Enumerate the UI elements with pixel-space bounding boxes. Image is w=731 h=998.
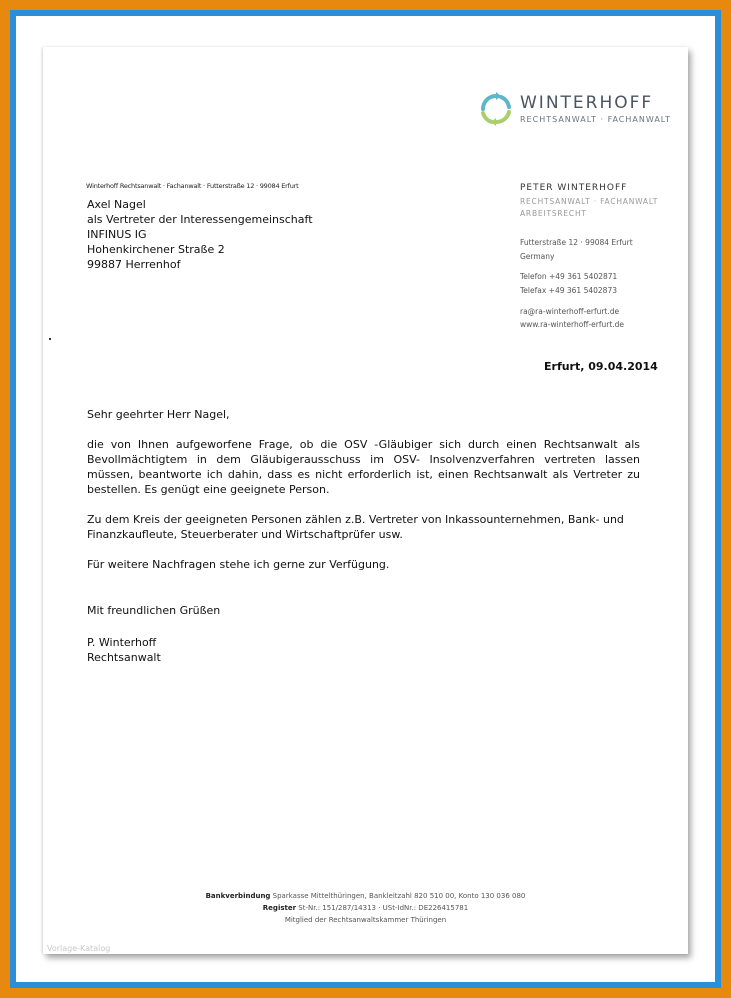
- paragraph-2: Zu dem Kreis der geeigneten Personen zählen z.B. Vertreter von Inkassounternehmen, Bank- und Finanzkaufleute, Steuerberater und Wirtschaftprüfer usw.: [87, 513, 624, 541]
- logo-tagline: RECHTSANWALT · FACHANWALT: [520, 115, 672, 124]
- watermark-text: Vorlage-Katalog: [47, 944, 111, 953]
- recipient-line: 99887 Herrenhof: [87, 258, 181, 271]
- paragraph-3: Für weitere Nachfragen stehe ich gerne zur Verfügung.: [87, 558, 390, 571]
- letter-body: [87, 407, 640, 665]
- recipient-line: Axel Nagel: [87, 198, 146, 211]
- sender-phone: Telefon +49 361 5402871: [520, 272, 618, 281]
- sender-title: RECHTSANWALT · FACHANWALT: [520, 197, 659, 206]
- signature-title: Rechtsanwalt: [87, 651, 161, 664]
- logo-wordmark: WINTERHOFF: [520, 93, 654, 113]
- sender-info: [520, 183, 658, 329]
- margin-dot: [49, 338, 51, 340]
- paragraph-1: die von Ihnen aufgeworfene Frage, ob die OSV -Gläubiger sich durch einen Rechtsanwalt als Bevollmächtigtem in dem Gläubigerausschuss im OSV- Insolvenzverfahren vertreten lassen müssen, beantworte ich dahin, dass es nicht erforderlich ist, einen Rechtsanwalt als Vertreter zu bestellen. Es genügt eine geeignete Person.: [87, 438, 640, 496]
- footer-member: Mitglied der Rechtsanwaltskammer Thüringen: [284, 916, 447, 924]
- closing: Mit freundlichen Grüßen: [87, 604, 221, 617]
- sender-name: PETER WINTERHOFF: [520, 183, 628, 193]
- recipient-line: INFINUS IG: [87, 228, 147, 241]
- footer-register-label: Register: [262, 904, 297, 912]
- recipient-line: Hohenkirchener Straße 2: [87, 243, 225, 256]
- sender-country: Germany: [520, 252, 555, 261]
- recipient-line: als Vertreter der Interessengemeinschaft: [87, 213, 313, 226]
- sender-website: www.ra-winterhoff-erfurt.de: [520, 320, 625, 329]
- letter-footer: [43, 890, 688, 926]
- recycle-arrows-icon: [477, 90, 515, 128]
- recipient-address: [87, 197, 313, 272]
- footer-bank: [43, 890, 688, 902]
- return-address: Winterhoff Rechtsanwalt · Fachanwalt · Futterstraße 12 · 99084 Erfurt: [86, 182, 299, 190]
- sender-specialty: ARBEITSRECHT: [520, 209, 587, 218]
- sender-street: Futterstraße 12 · 99084 Erfurt: [520, 238, 633, 247]
- sender-fax: Telefax +49 361 5402873: [520, 286, 617, 295]
- letter-date: Erfurt, 09.04.2014: [544, 360, 658, 373]
- footer-bank-label: Bankverbindung: [205, 892, 271, 900]
- winterhoff-logo: [477, 90, 672, 130]
- footer-register-text: St-Nr.: 151/287/14313 · USt-IdNr.: DE226415781: [298, 904, 469, 912]
- footer-register: [43, 902, 688, 914]
- salutation: Sehr geehrter Herr Nagel,: [87, 408, 230, 421]
- signature-name: P. Winterhoff: [87, 636, 157, 649]
- footer-bank-text: Sparkasse Mittelthüringen, Bankleitzahl 820 510 00, Konto 130 036 080: [272, 892, 526, 900]
- sender-email: ra@ra-winterhoff-erfurt.de: [520, 307, 620, 316]
